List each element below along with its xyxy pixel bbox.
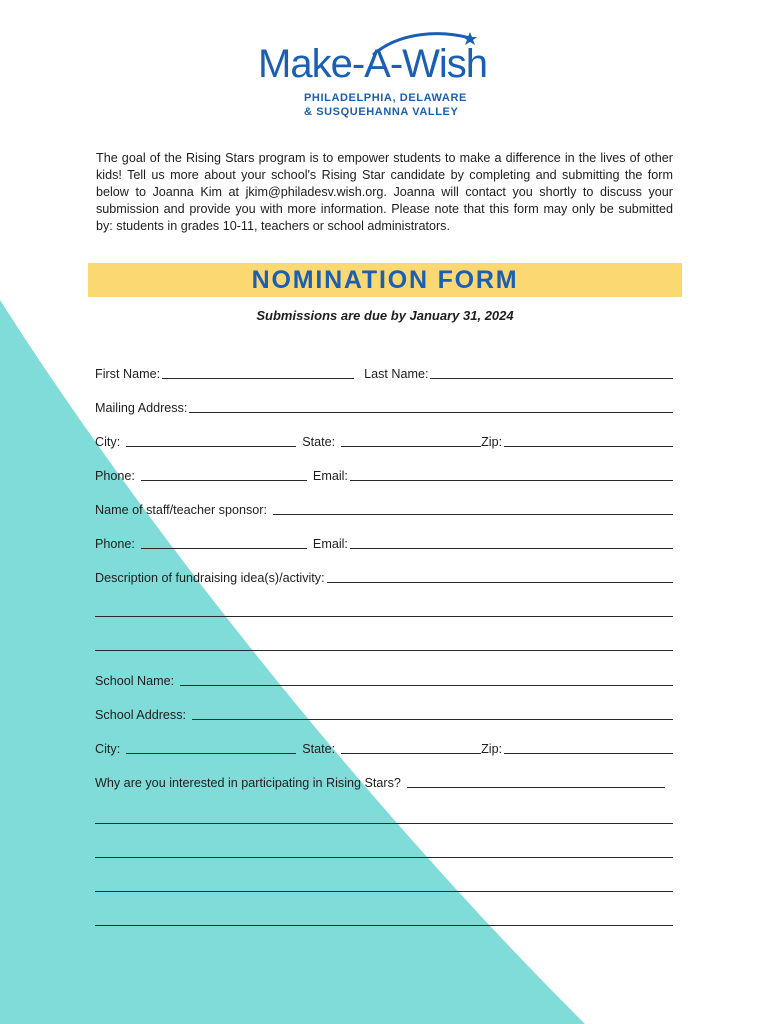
- row-description-line-3: [95, 633, 673, 653]
- row-school-name: [95, 668, 673, 688]
- row-phone-email: [95, 463, 673, 483]
- description-label: Description of fundraising idea(s)/activity:: [95, 571, 325, 585]
- zip-field[interactable]: [504, 433, 673, 447]
- email-field[interactable]: [350, 467, 673, 481]
- school-zip-field[interactable]: [504, 740, 673, 754]
- school-address-label: School Address:: [95, 708, 187, 722]
- sponsor-name-label: Name of staff/teacher sponsor:: [95, 503, 267, 517]
- row-sponsor-phone-email: [95, 531, 673, 551]
- row-description: [95, 565, 673, 585]
- why-interested-field-line-3[interactable]: [95, 844, 673, 858]
- first-name-field[interactable]: [162, 365, 354, 379]
- row-why-line-5: [95, 908, 673, 928]
- school-state-label: State:: [302, 742, 336, 756]
- phone-label: Phone:: [95, 469, 135, 483]
- logo-region-line-2: & SUSQUEHANNA VALLEY: [304, 106, 459, 118]
- why-interested-field-line-4[interactable]: [95, 878, 673, 892]
- why-interested-field-line-5[interactable]: [95, 912, 673, 926]
- row-sponsor-name: [95, 497, 673, 517]
- logo-region-line-1: PHILADELPHIA, DELAWARE: [304, 92, 467, 104]
- intro-paragraph: The goal of the Rising Stars program is to empower students to make a difference in the lives of other kids! Tell us more about your school's Rising Star candidate by completing and submitting the form below to Joanna Kim at jkim@philadesv.wish.org. Joanna will contact you shortly to discuss your submission and provide you with more information. Please note that this form may only be submitted by: students in grades 10-11, teachers or school administrators.: [96, 151, 673, 233]
- why-interested-field-line-2[interactable]: [95, 810, 673, 824]
- school-city-label: City:: [95, 742, 121, 756]
- school-zip-label: Zip:: [481, 742, 503, 756]
- description-field-line-3[interactable]: [95, 637, 673, 651]
- zip-label: Zip:: [481, 435, 503, 449]
- city-field[interactable]: [126, 433, 296, 447]
- mailing-address-label: Mailing Address:: [95, 401, 188, 415]
- first-name-label: First Name:: [95, 367, 161, 381]
- form-title: NOMINATION FORM: [251, 265, 519, 294]
- school-name-field[interactable]: [180, 672, 673, 686]
- mailing-address-field[interactable]: [189, 399, 673, 413]
- description-field[interactable]: [327, 569, 673, 583]
- state-field[interactable]: [341, 433, 481, 447]
- description-field-line-2[interactable]: [95, 603, 673, 617]
- row-why-interested: [95, 770, 665, 790]
- logo-wordmark: Make-A-Wish: [258, 42, 488, 86]
- row-why-line-3: [95, 840, 673, 860]
- row-description-line-2: [95, 599, 673, 619]
- form-title-banner: [88, 263, 682, 297]
- row-school-city-state-zip: [95, 736, 673, 756]
- sponsor-email-label: Email:: [312, 537, 348, 551]
- sponsor-name-field[interactable]: [273, 501, 673, 515]
- school-city-field[interactable]: [126, 740, 296, 754]
- row-city-state-zip: [95, 429, 673, 449]
- row-school-address: [95, 702, 673, 722]
- last-name-label: Last Name:: [364, 367, 429, 381]
- state-label: State:: [302, 435, 336, 449]
- row-why-line-4: [95, 874, 673, 894]
- school-address-field[interactable]: [192, 706, 673, 720]
- sponsor-phone-label: Phone:: [95, 537, 135, 551]
- school-name-label: School Name:: [95, 674, 175, 688]
- email-label: Email:: [312, 469, 348, 483]
- make-a-wish-logo: [258, 28, 520, 120]
- school-state-field[interactable]: [341, 740, 481, 754]
- last-name-field[interactable]: [430, 365, 673, 379]
- row-why-line-2: [95, 806, 673, 826]
- why-interested-label: Why are you interested in participating in Rising Stars?: [95, 776, 401, 790]
- sponsor-email-field[interactable]: [350, 535, 673, 549]
- row-name: [95, 361, 673, 381]
- city-label: City:: [95, 435, 121, 449]
- phone-field[interactable]: [141, 467, 307, 481]
- due-date-note: Submissions are due by January 31, 2024: [256, 308, 514, 323]
- why-interested-field[interactable]: [407, 774, 665, 788]
- sponsor-phone-field[interactable]: [141, 535, 307, 549]
- row-mailing-address: [95, 395, 673, 415]
